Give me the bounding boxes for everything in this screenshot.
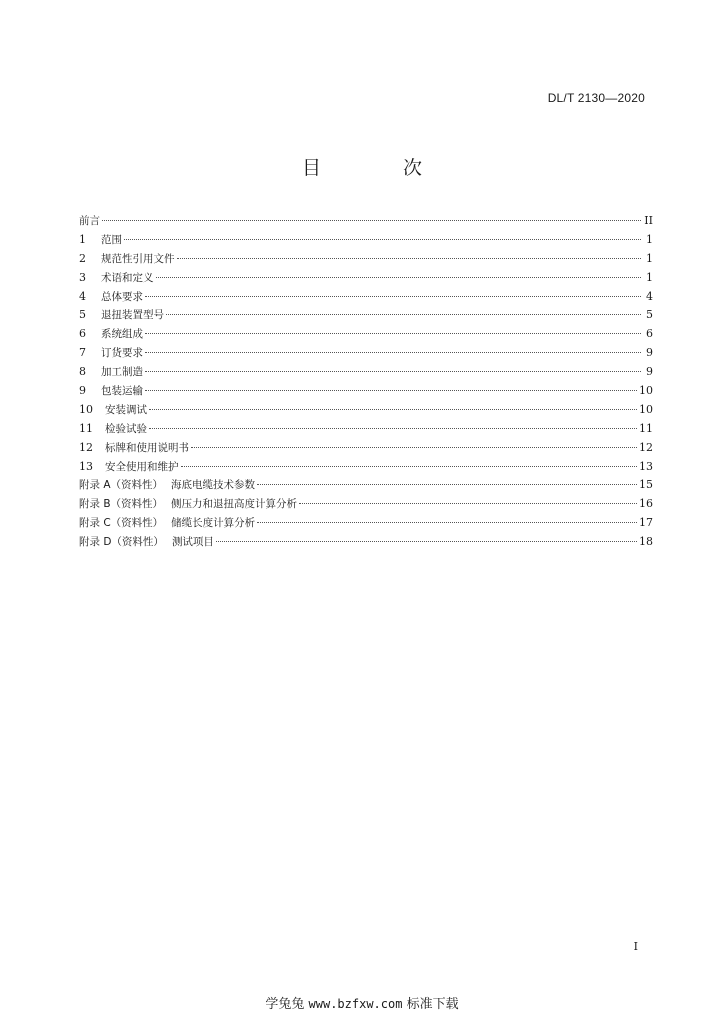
toc-entry-number: 2 [79, 251, 86, 265]
toc-entry-label: 安装调试 [105, 403, 147, 416]
toc-entry-number: 9 [79, 384, 86, 398]
toc-leader-dots [181, 454, 638, 467]
page-number: I [633, 940, 638, 953]
toc-entry-label: 包装运输 [101, 385, 143, 398]
toc-entry-page: 10 [639, 384, 653, 398]
footer-watermark [0, 993, 724, 1012]
appendix-prefix: 附录 D（资料性） [79, 536, 164, 549]
appendix-page: 18 [639, 535, 653, 549]
toc-entry-label: 规范性引用文件 [101, 252, 175, 265]
footer-site-name: 学兔兔 [265, 997, 305, 1012]
toc-sections [79, 211, 653, 475]
toc-entry-page: 10 [639, 402, 653, 416]
toc-entry-number: 13 [79, 459, 93, 473]
toc-entry-page: 9 [646, 346, 653, 360]
toc-entry-number: 4 [79, 289, 86, 303]
toc-entry-number: 12 [79, 440, 93, 454]
toc-entry-page: 12 [639, 440, 653, 454]
toc-entry-label: 加工制造 [101, 366, 143, 379]
toc-appendix-entry[interactable] [79, 532, 653, 551]
toc-leader-dots [145, 284, 641, 297]
toc-entry-label: 订货要求 [101, 347, 143, 360]
toc-entry-number: 10 [79, 402, 93, 416]
toc-leader-dots [149, 416, 637, 429]
appendix-prefix: 附录 B（资料性） [79, 498, 164, 511]
toc-leader-dots [145, 359, 641, 372]
appendix-label: 测试项目 [171, 536, 214, 549]
appendix-prefix: 附录 A（资料性） [79, 479, 164, 492]
toc-entry-label: 前言 [79, 215, 100, 227]
toc-leader-dots [145, 321, 641, 334]
appendix-label: 海底电缆技术参数 [171, 479, 256, 492]
toc-leader-dots [145, 340, 641, 353]
toc-entry-number: 11 [79, 421, 93, 435]
toc-leader-dots [177, 246, 642, 259]
toc-leader-dots [145, 378, 637, 391]
toc-entry-page: 4 [646, 289, 653, 303]
footer-url: www.bzfxw.com [308, 997, 403, 1011]
toc-appendices [79, 475, 653, 551]
toc-entry-number: 8 [79, 365, 86, 379]
toc-leader-dots [124, 227, 641, 240]
toc-entry-number: 6 [79, 327, 86, 341]
toc-entry-page: 1 [646, 270, 653, 284]
appendix-label: 储缆长度计算分析 [171, 517, 256, 530]
toc-entry-label: 检验试验 [105, 422, 147, 435]
toc-leader-dots [166, 302, 641, 315]
toc-entry-page: 9 [646, 365, 653, 379]
toc-entry-page: 13 [639, 459, 653, 473]
footer-tagline: 标准下载 [406, 997, 459, 1012]
toc-leader-dots [216, 529, 637, 542]
appendix-label: 侧压力和退扭高度计算分析 [171, 498, 298, 511]
toc-entry-label: 范围 [101, 233, 122, 246]
toc-leader-dots [191, 435, 637, 448]
toc-title: 目 次 [301, 157, 461, 179]
toc-entry-number: 7 [79, 346, 86, 360]
toc-leader-dots [156, 265, 642, 278]
toc-entry-number: 1 [79, 232, 86, 246]
toc-leader-dots [102, 208, 641, 221]
appendix-page: 17 [639, 516, 653, 530]
appendix-page: 16 [639, 497, 653, 511]
table-of-contents [79, 211, 653, 551]
toc-entry-number: 5 [79, 308, 86, 322]
toc-entry-label: 术语和定义 [101, 271, 154, 284]
toc-entry-page: 6 [646, 327, 653, 341]
toc-leader-dots [299, 491, 637, 504]
toc-entry-page: 11 [639, 421, 653, 435]
toc-entry-page: 5 [646, 308, 653, 322]
standard-number: DL/T 2130—2020 [547, 91, 645, 105]
toc-entry-label: 标牌和使用说明书 [105, 441, 189, 454]
toc-entry-page: 1 [646, 251, 653, 265]
toc-entry-label: 系统组成 [101, 328, 143, 341]
toc-leader-dots [149, 397, 637, 410]
toc-leader-dots [257, 472, 637, 485]
appendix-prefix: 附录 C（资料性） [79, 517, 164, 530]
toc-entry-page: II [644, 214, 653, 227]
toc-entry-label: 总体要求 [101, 290, 143, 303]
toc-entry-label: 安全使用和维护 [105, 460, 179, 473]
appendix-page: 15 [639, 478, 653, 492]
toc-entry-number: 3 [79, 270, 86, 284]
toc-leader-dots [257, 510, 637, 523]
toc-entry-label: 退扭装置型号 [101, 309, 164, 322]
toc-entry-page: 1 [646, 232, 653, 246]
